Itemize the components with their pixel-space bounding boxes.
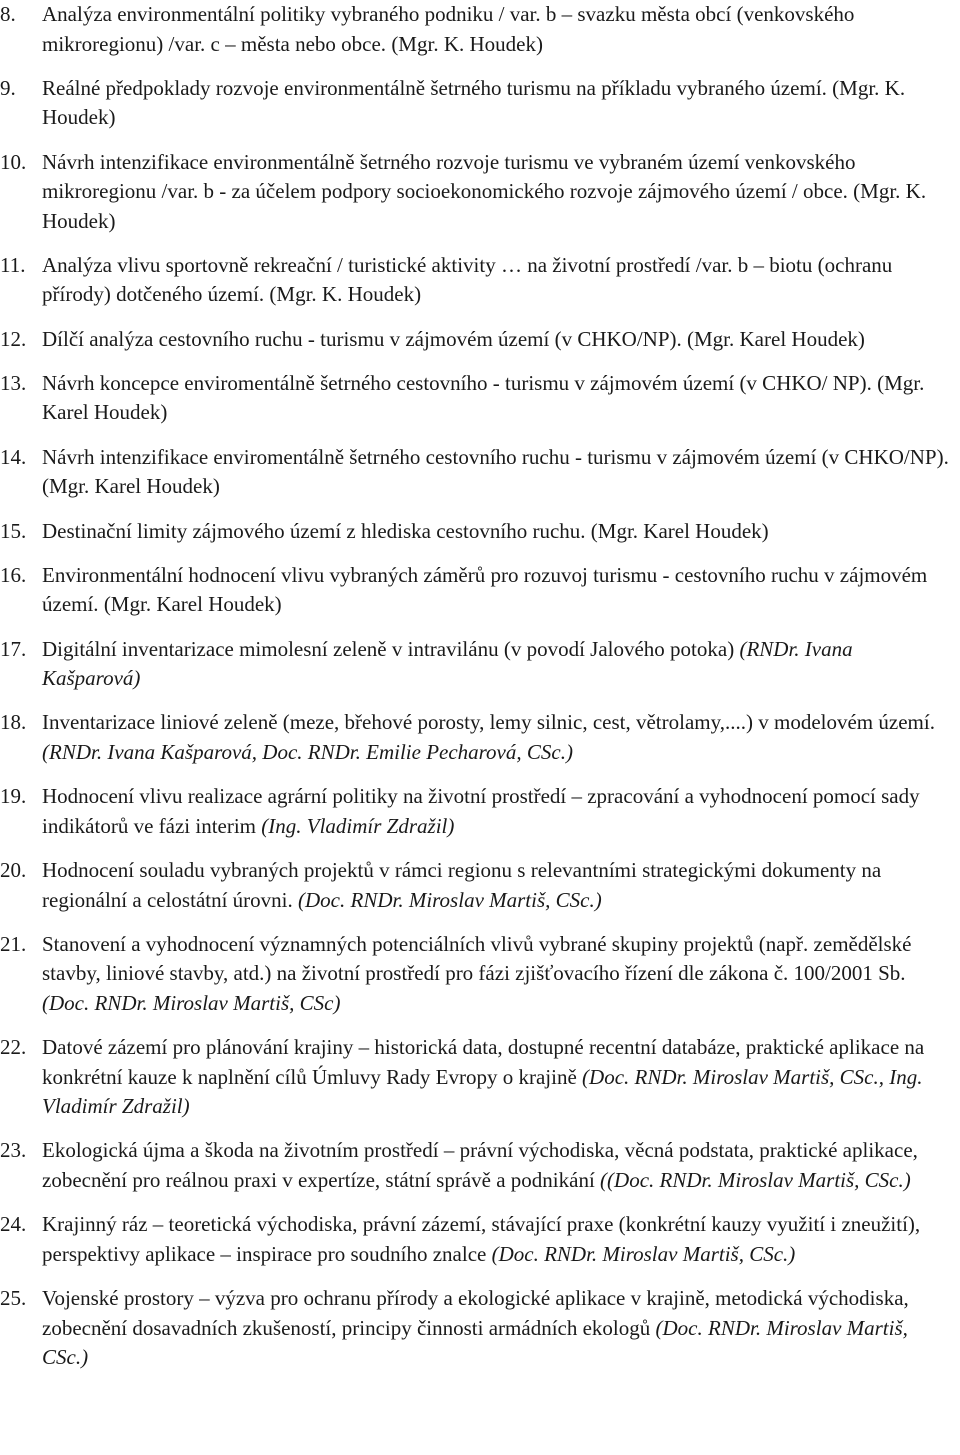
topic-author: (Mgr. Karel Houdek) bbox=[687, 326, 865, 351]
topic-author: (Doc. RNDr. Miroslav Martiš, CSc.) bbox=[491, 1241, 796, 1266]
topic-item bbox=[0, 856, 960, 915]
topic-author: (RNDr. Ivana Kašparová, Doc. RNDr. Emilie Pecharová, CSc.) bbox=[42, 739, 573, 764]
topic-number: 8. bbox=[0, 2, 16, 26]
topic-item bbox=[0, 1284, 960, 1373]
topic-author: (Mgr. Karel Houdek) bbox=[103, 592, 282, 617]
topic-author: (Doc. RNDr. Miroslav Martiš, CSc) bbox=[42, 990, 341, 1015]
topic-number: 15. bbox=[0, 518, 27, 543]
topic-title: Digitální inventarizace mimolesní zeleně v intravilánu (v povodí Jalového potoka) bbox=[42, 636, 740, 661]
topic-number: 11. bbox=[0, 252, 26, 277]
topic-item bbox=[0, 148, 960, 237]
topic-item bbox=[0, 1136, 960, 1195]
topic-author: (Mgr. Karel Houdek) bbox=[590, 518, 769, 543]
topic-title: Návrh intenzifikace environmentálně šetrného rozvoje turismu ve vybraném území venkovského mikroregionu /var. b - za účelem podpory socioekonomického rozvoje zájmového území / obce. bbox=[42, 149, 856, 204]
topic-title: Analýza vlivu sportovně rekreační / turistické aktivity … na životní prostředí /var. b – biotu (ochranu přírody) dotčeného území. bbox=[42, 252, 893, 307]
topic-item bbox=[0, 561, 960, 620]
topic-author: (Doc. RNDr. Miroslav Martiš, CSc.) bbox=[42, 1315, 908, 1370]
topic-number: 19. bbox=[0, 784, 27, 809]
topic-author: (Mgr. Karel Houdek) bbox=[42, 474, 220, 499]
topic-author: (Doc. RNDr. Miroslav Martiš, CSc.) bbox=[298, 887, 602, 912]
topic-author: (Mgr. K. Houdek) bbox=[269, 282, 422, 307]
topic-author: (Mgr. K. Houdek) bbox=[42, 75, 906, 130]
topic-author: (Mgr. Karel Houdek) bbox=[42, 370, 925, 425]
topic-number: 23. bbox=[0, 1138, 27, 1163]
topic-title: Vojenské prostory – výzva pro ochranu přírody a ekologické aplikace v krajině, metodická východiska, zobecnění dosavadních zkušeností, principy činnosti armádních ekologů bbox=[42, 1286, 909, 1340]
topic-author: (Mgr. K. Houdek) bbox=[42, 179, 927, 233]
topic-item bbox=[0, 1210, 960, 1269]
topic-item bbox=[0, 369, 960, 428]
topic-item bbox=[0, 74, 960, 133]
topic-number: 20. bbox=[0, 858, 27, 883]
topic-title: Hodnocení vlivu realizace agrární politiky na životní prostředí – zpracování a vyhodnocení pomocí sady indikátorů ve fázi interim bbox=[42, 784, 920, 838]
topic-item bbox=[0, 635, 960, 694]
topic-title: Datové zázemí pro plánování krajiny – historická data, dostupné recentní databáze, praktické aplikace na konkrétní kauze k naplnění cílů Úmluvy Rady Evropy o krajině bbox=[42, 1035, 925, 1089]
topic-item bbox=[0, 443, 960, 502]
topic-title: Analýza environmentální politiky vybraného podniku / var. b – svazku města obcí (venkovského mikroregionu) /var. c – města nebo obce. bbox=[42, 2, 855, 56]
topic-number: 10. bbox=[0, 149, 27, 174]
topic-number: 16. bbox=[0, 562, 27, 587]
topic-title: Destinační limity zájmového území z hlediska cestovního ruchu. bbox=[42, 518, 591, 543]
topic-author: (Doc. RNDr. Miroslav Martiš, CSc., Ing. Vladimír Zdražil) bbox=[42, 1064, 923, 1119]
topic-item bbox=[0, 0, 960, 59]
topic-title: Inventarizace liniové zeleně (meze, břehové porosty, lemy silnic, cest, větrolamy,....) v modelovém území. bbox=[42, 710, 935, 735]
topic-item bbox=[0, 325, 960, 355]
topic-title: Návrh koncepce enviromentálně šetrného cestovního - turismu v zájmovém území (v CHKO/ NP). bbox=[42, 370, 878, 395]
topic-title: Environmentální hodnocení vlivu vybraných záměrů pro rozuvoj turismu - cestovního ruchu v zájmovém území. bbox=[42, 562, 928, 617]
topic-number: 21. bbox=[0, 931, 27, 956]
topic-title: Stanovení a vyhodnocení významných potenciálních vlivů vybrané skupiny projektů (např. zemědělské stavby, liniové stavby, atd.) na životní prostředí pro fázi zjišťovacího řízení dle zákona č. 100/2001 Sb. bbox=[42, 931, 912, 986]
topic-number: 14. bbox=[0, 444, 27, 469]
topic-number: 9. bbox=[0, 75, 16, 100]
topic-item bbox=[0, 782, 960, 841]
topic-number: 17. bbox=[0, 636, 27, 661]
topic-item bbox=[0, 1033, 960, 1122]
topic-item bbox=[0, 251, 960, 310]
topic-author: ((Doc. RNDr. Miroslav Martiš, CSc.) bbox=[600, 1167, 911, 1192]
topic-title: Ekologická újma a škoda na životním prostředí – právní východiska, věcná podstata, praktické aplikace, zobecnění pro reálnou praxi v expertíze, státní správě a podnikání bbox=[42, 1138, 918, 1192]
topic-title: Krajinný ráz – teoretická východiska, právní zázemí, stávající praxe (konkrétní kauzy využití i zneužití), perspektivy aplikace – inspirace pro soudního znalce bbox=[42, 1212, 921, 1266]
topic-item bbox=[0, 930, 960, 1019]
topic-number: 22. bbox=[0, 1035, 27, 1060]
topic-author: (Mgr. K. Houdek) bbox=[391, 31, 543, 56]
topic-title: Dílčí analýza cestovního ruchu - turismu v zájmovém území (v CHKO/NP). bbox=[42, 326, 688, 351]
topic-item bbox=[0, 708, 960, 767]
topic-item bbox=[0, 517, 960, 547]
topic-title: Hodnocení souladu vybraných projektů v rámci regionu s relevantními strategickými dokumenty na regionální a celostátní úrovni. bbox=[42, 858, 882, 912]
topic-number: 24. bbox=[0, 1212, 27, 1237]
topic-author: (Ing. Vladimír Zdražil) bbox=[261, 813, 455, 838]
topic-title: Reálné předpoklady rozvoje environmentálně šetrného turismu na příkladu vybraného území. bbox=[42, 75, 833, 100]
topic-number: 13. bbox=[0, 370, 27, 395]
topic-number: 25. bbox=[0, 1286, 27, 1311]
topic-number: 18. bbox=[0, 710, 27, 735]
topic-number: 12. bbox=[0, 326, 27, 351]
topic-title: Návrh intenzifikace enviromentálně šetrného cestovního ruchu - turismu v zájmovém území (v CHKO/NP). bbox=[42, 444, 949, 469]
topic-author: (RNDr. Ivana Kašparová) bbox=[42, 636, 853, 691]
